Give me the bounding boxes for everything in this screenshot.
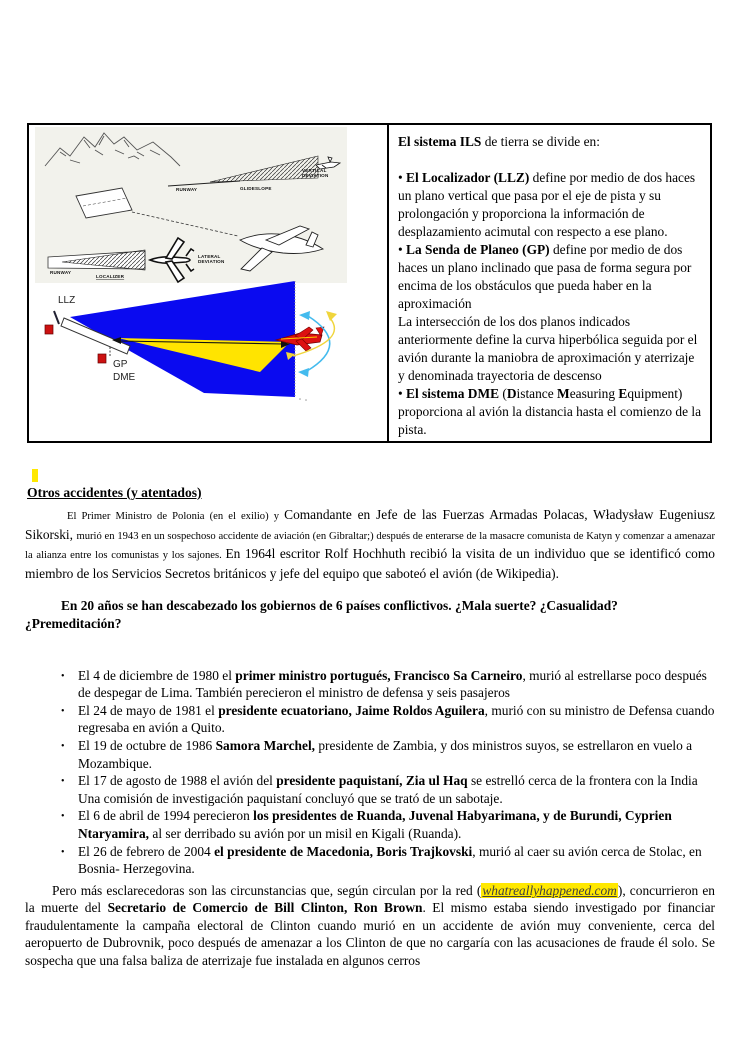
text-run: E [618, 386, 628, 401]
list-item [60, 807, 715, 842]
bullet-icon: • [61, 776, 65, 788]
ils-intro-paragraph [398, 133, 702, 151]
text-run: murió en 1943 en un sospechoso accidente de aviación (en Gibraltar;) después de enterarse de la masacre comunista de Katyn y comenzar a amenazar la alianza entre los comunistas y los sajones. [25, 530, 715, 562]
text-run: En 1964l escritor Rolf Hochhuth recibió la visita de un individuo que se identificó como miembro de los Servicios Secretos británicos y jefe del equipo que saboteó el avión (de Wikipedia). [25, 546, 715, 581]
text-run: easuring [569, 386, 619, 401]
text-run: ), concurrieron en la muerte del [25, 882, 716, 916]
text-run: La Senda de Planeo (GP) [406, 242, 550, 257]
text-run: La intersección de los dos planos indicados anteriormente define la curva hiperbólica seguida por el avión durante la maniobra de aproximación y aterrizaje y denominada trayectoria de descenso [398, 314, 698, 383]
llz-antenna-icon [45, 325, 53, 334]
bullet-icon: • [61, 670, 65, 682]
ils-info-table [27, 123, 712, 443]
section-heading: Otros accidentes (y atentados) [27, 485, 202, 500]
lateral-deviation-label: LATERAL [198, 254, 221, 259]
ils-beams-diagram [45, 281, 337, 401]
ils-diagram [29, 125, 387, 439]
text-run: presidente de Zambia, y dos ministros suyos, se estrellaron en vuelo a Mozambique. [78, 737, 693, 771]
text-run: El Localizador (LLZ) [406, 170, 530, 185]
bullet-icon: • [61, 846, 65, 858]
text-run: • [398, 386, 407, 401]
text-run: Samora Marchel, [215, 737, 316, 753]
ils-diagram-cell [29, 125, 389, 441]
text-run: define por medio de dos haces un plano vertical que pasa por el eje de pista y su prolongación y proporciona la información de desplazamiento acimutal con respecto a ese plano. [398, 170, 696, 239]
list-item [60, 737, 715, 772]
vertical-deviation-label: DEVIATION [302, 173, 329, 178]
text-run: El 17 de agosto de 1988 el avión del [78, 773, 277, 789]
text-run: M [557, 386, 570, 401]
yellow-highlight-mark [32, 469, 38, 482]
text-run: , murió al estrellarse poco después de despegar de Lima. También perecieron el ministro de defensa y seis pasajeros [78, 667, 707, 701]
text-run: Comandante en Jefe de las Fuerzas Armadas Polacas, Władysław Eugeniusz Sikorski, [25, 507, 715, 542]
text-run: quipment) proporciona al avión la distancia hasta el comienzo de la pista. [398, 386, 702, 437]
text-run: El 26 de febrero de 2004 [78, 843, 215, 859]
gp-paragraph [398, 241, 702, 313]
gp-dme-antenna-icon [98, 354, 106, 363]
bullet-icon: • [61, 705, 65, 717]
text-run: se estrelló cerca de la frontera con la India Una comisión de investigación paquistaní concluyó que se trató de un sabotaje. [78, 773, 698, 806]
accidents-list [25, 667, 715, 878]
vertical-deviation-label: VERTICAL [302, 168, 327, 173]
lateral-deviation-label: DEVIATION [198, 259, 225, 264]
dme-paragraph [398, 385, 702, 439]
whatreallyhappened-link[interactable]: whatreallyhappened.com [482, 882, 617, 898]
text-run: los presidentes de Ruanda, Juvenal Habyarimana, y de Burundi, Cyprien Ntaryamira, [78, 808, 672, 841]
text-run: • [398, 242, 407, 257]
text-run: ( [499, 386, 507, 401]
text-run: Pero más esclarecedoras son las circunstancias que, según circulan por la red ( [52, 882, 482, 898]
bullet-icon: • [61, 740, 65, 752]
text-run: primer ministro portugués, Francisco Sa Carneiro [235, 667, 523, 683]
llz-label: LLZ [58, 295, 76, 306]
text-run: presidente paquistaní, Zia ul Haq [276, 773, 468, 789]
text-run: D [506, 386, 517, 401]
text-run: El 6 de abril de 1994 perecieron [78, 808, 254, 824]
article-body [25, 469, 715, 970]
text-run: al ser derribado su avión por un misil en Kigali (Ruanda). [149, 825, 462, 841]
llz-mast-icon [54, 311, 59, 324]
text-run: el presidente de Macedonia, Boris Trajkovski [214, 843, 473, 859]
text-run: El sistema ILS [398, 134, 485, 149]
dme-label: DME [113, 372, 136, 383]
text-run: El 4 de diciembre de 1980 el [78, 667, 236, 683]
text-run: El Primer Ministro de Polonia (en el exilio) y [67, 511, 285, 522]
text-run: presidente ecuatoriano, Jaime Roldos Aguilera [218, 702, 485, 718]
text-run: Secretario de Comercio de Bill Clinton, Ron Brown [107, 900, 423, 916]
text-run: • [398, 170, 407, 185]
bullet-icon: • [61, 811, 65, 823]
text-run: define por medio de dos haces un plano inclinado que pasa de forma segura por encima de los obstáculos que pueda haber en la aproximación [398, 242, 692, 311]
ils-text-cell [389, 125, 710, 441]
question-paragraph [25, 597, 715, 632]
sikorski-paragraph [25, 506, 715, 582]
list-item [60, 667, 715, 702]
intersection-paragraph [398, 313, 702, 385]
glideslope-label: GLIDESLOPE [240, 186, 272, 191]
text-run: de tierra se divide en: [484, 134, 600, 149]
llz-paragraph [398, 169, 702, 241]
localizer-label: LOCALIZER [96, 274, 125, 279]
text-run: El sistema DME [406, 386, 500, 401]
list-item [60, 843, 715, 878]
text-run: , murió con su ministro de Defensa cuando regresaba en avión a Quito. [78, 702, 715, 736]
text-run: . El mismo estaba siendo investigado por financiar fraudulentamente la campaña electoral de Clinton cuando murió en un accidente de avión muy conveniente, cerca del aeropuerto de Dubrovnik, poco después de amenazar a los Clinton de que no cargaría con las acusaciones de fraude él solo. Se sospecha que una falsa baliza de aterrizaje fue instalada en algunos cerros [25, 900, 715, 969]
runway-label: RUNWAY [50, 270, 72, 275]
gp-label: GP [113, 359, 128, 370]
text-run: , murió al caer su avión cerca de Stolac, en Bosnia- Herzegovina. [78, 843, 702, 877]
text-run: En 20 años se han descabezado los gobiernos de 6 países conflictivos. ¿Mala suerte? ¿Casualidad? ¿Premeditación? [25, 598, 618, 631]
ron-brown-paragraph [25, 882, 715, 970]
text-run: istance [516, 386, 558, 401]
list-item [60, 772, 715, 807]
text-run: El 19 de octubre de 1986 [78, 737, 216, 753]
runway-label: RUNWAY [176, 187, 198, 192]
text-run: El 24 de mayo de 1981 el [78, 702, 219, 718]
list-item [60, 702, 715, 737]
